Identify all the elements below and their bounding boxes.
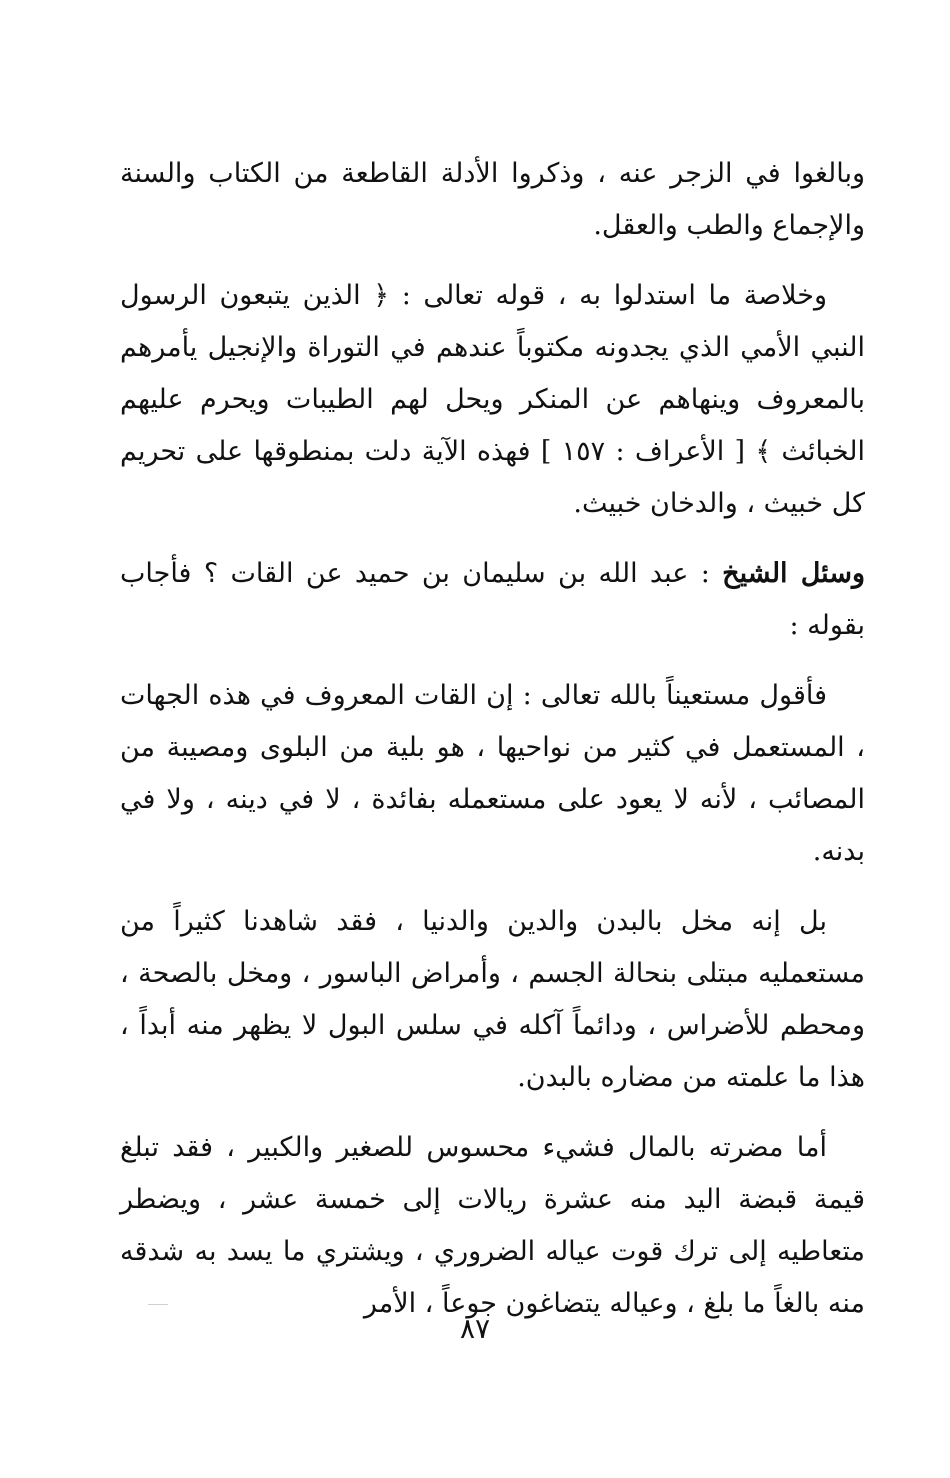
paragraph-4: فأقول مستعيناً بالله تعالى : إن القات المعروف في هذه الجهات ، المستعمل في كثير من نواحيها ، هو بلية من البلوى ومصيبة من المصائب ، لأنه لا يعود على مستعمله بفائدة ، لا في دينه ، ولا في بدنه. bbox=[120, 680, 865, 867]
paragraph-1: وبالغوا في الزجر عنه ، وذكروا الأدلة القاطعة من الكتاب والسنة والإجماع والطب والعقل. bbox=[120, 158, 865, 241]
paragraph-3-text: : عبد الله بن سليمان بن حميد عن القات ؟ فأجاب بقوله : bbox=[120, 558, 865, 641]
paragraph-3 bbox=[120, 548, 865, 652]
paragraph-2: وخلاصة ما استدلوا به ، قوله تعالى : ﴿ الذين يتبعون الرسول النبي الأمي الذي يجدونه مكتوباً عندهم في التوراة والإنجيل يأمرهم بالمعروف وينهاهم عن المنكر ويحل لهم الطيبات ويحرم عليهم الخبائث ﴾ [ الأعراف : ١٥٧ ] فهذه الآية دلت بمنطوقها على تحريم كل خبيث ، والدخان خبيث. bbox=[120, 280, 865, 519]
footer-rule bbox=[148, 1304, 168, 1305]
paragraph-5: بل إنه مخل بالبدن والدين والدنيا ، فقد شاهدنا كثيراً من مستعمليه مبتلى بنحالة الجسم ، وأمراض الباسور ، ومخل بالصحة ، ومحطم للأضراس ، ودائماً آكله في سلس البول لا يظهر منه أبداً ، هذا ما علمته من مضاره بالبدن. bbox=[120, 906, 865, 1093]
page-number: ٨٧ bbox=[459, 1312, 491, 1345]
paragraph-6: أما مضرته بالمال فشيء محسوس للصغير والكبير ، فقد تبلغ قيمة قبضة اليد منه عشرة ريالات إلى خمسة عشر ، ويضطر متعاطيه إلى ترك قوت عياله الضروري ، ويشتري ما يسد به شدقه منه بالغاً ما بلغ ، وعياله يتضاغون جوعاً ، الأمر bbox=[120, 1132, 865, 1319]
paragraph-3-lead: وسئل الشيخ bbox=[722, 558, 865, 589]
page-body bbox=[120, 148, 865, 1348]
